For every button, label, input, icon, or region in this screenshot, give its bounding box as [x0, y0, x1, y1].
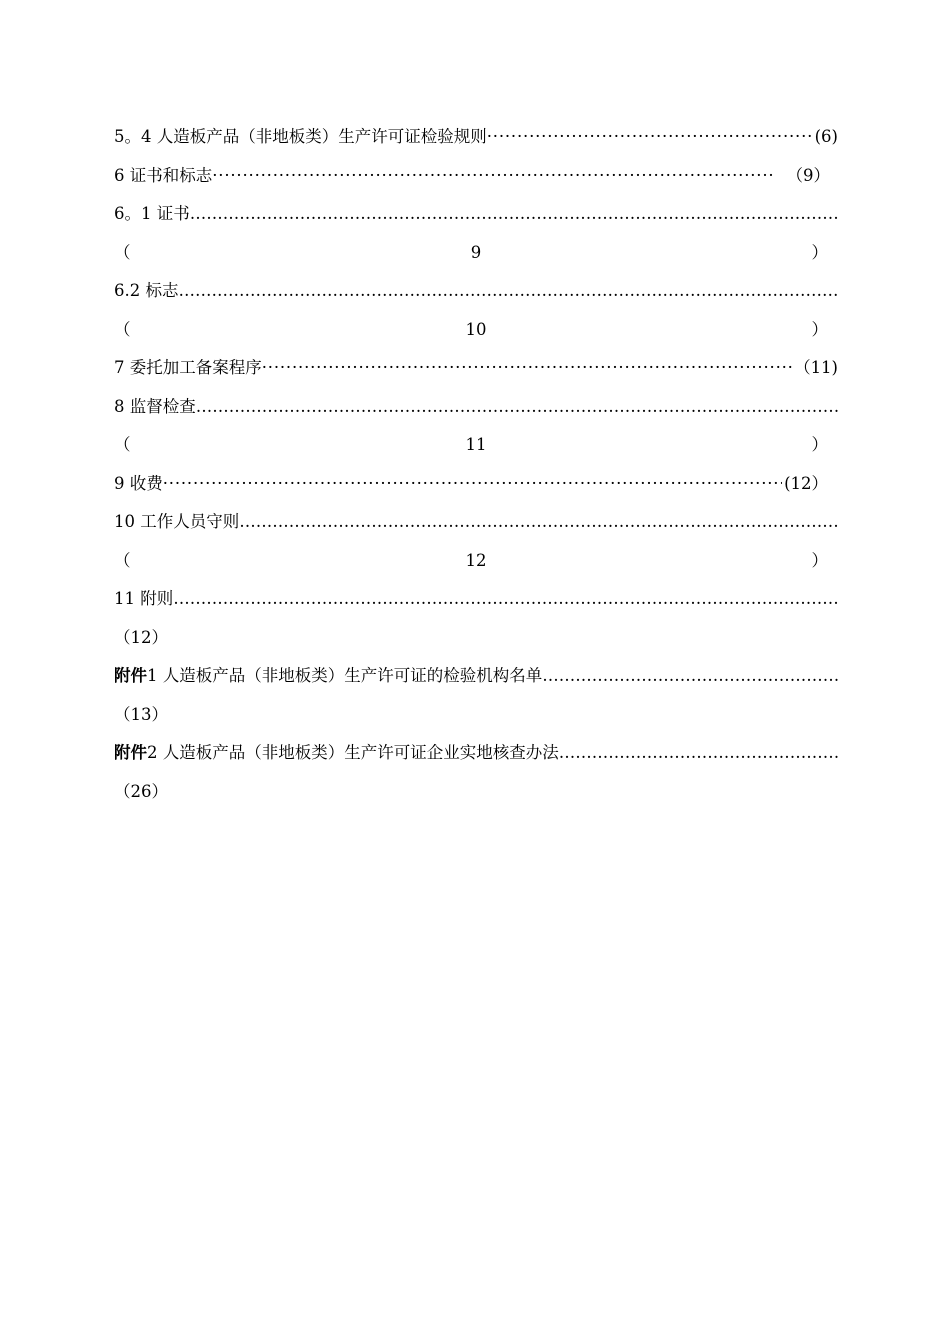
toc-leader-dots	[559, 734, 838, 773]
toc-page-number: 11	[465, 435, 487, 454]
attachment-label: 附件	[114, 666, 147, 685]
toc-entry-title: 6。1 证书	[114, 204, 190, 223]
toc-entry	[114, 465, 838, 504]
toc-page-number: 9	[470, 242, 482, 262]
toc-page-number: （12）	[114, 627, 168, 647]
toc-entry-title: 9 收费	[114, 473, 163, 493]
toc-entry	[114, 349, 838, 388]
toc-page-number: （13）	[114, 704, 168, 724]
toc-entry	[114, 272, 838, 311]
open-paren: （	[114, 242, 131, 262]
toc-page-number-line	[114, 426, 838, 465]
close-paren: ）	[811, 242, 828, 262]
toc-leader-dots	[163, 465, 782, 504]
toc-page-number: (6)	[814, 127, 838, 146]
close-paren: ）	[811, 435, 828, 454]
toc-page-number: （26）	[114, 781, 168, 801]
toc-page-number-line	[114, 696, 838, 735]
close-paren: ）	[811, 550, 828, 570]
close-paren: ）	[811, 319, 828, 339]
toc-entry-title: 6 证书和标志	[114, 165, 213, 185]
table-of-contents	[114, 118, 838, 811]
toc-entry	[114, 157, 838, 196]
toc-entry-title: 8 监督检查	[114, 396, 196, 416]
toc-leader-dots	[190, 195, 838, 234]
toc-leader-dots	[173, 580, 838, 619]
toc-entry-title: 2 人造板产品（非地板类）生产许可证企业实地核查办法	[147, 743, 559, 762]
toc-leader-dots	[487, 118, 813, 157]
toc-entry-title: 10 工作人员守则	[114, 512, 240, 531]
toc-page-number: （11)	[794, 358, 838, 377]
toc-entry-title: 5。4 人造板产品（非地板类）生产许可证检验规则	[114, 127, 487, 146]
toc-entry	[114, 118, 838, 157]
attachment-label: 附件	[114, 743, 147, 762]
toc-entry-title: 7 委托加工备案程序	[114, 358, 262, 377]
toc-page-number: 10	[465, 319, 487, 339]
toc-page-number: (12）	[784, 473, 828, 493]
open-paren: （	[114, 550, 131, 570]
toc-leader-dots	[262, 349, 792, 388]
toc-entry-title: 11 附则	[114, 589, 174, 608]
toc-entry-title: 1 人造板产品（非地板类）生产许可证的检验机构名单	[147, 666, 543, 685]
toc-entry	[114, 195, 838, 234]
open-paren: （	[114, 435, 131, 454]
toc-page-number: 12	[465, 550, 487, 570]
toc-entry	[114, 734, 838, 773]
toc-page-number-line	[114, 234, 838, 273]
toc-page-number-line	[114, 542, 838, 581]
toc-page-number-line	[114, 773, 838, 812]
open-paren: （	[114, 319, 131, 339]
toc-entry	[114, 580, 838, 619]
toc-leader-dots	[542, 657, 838, 696]
toc-leader-dots	[179, 272, 839, 311]
toc-leader-dots	[239, 503, 838, 542]
toc-page-number-line	[114, 619, 838, 658]
toc-entry	[114, 503, 838, 542]
toc-leader-dots	[212, 157, 772, 196]
toc-page-number: （9）	[786, 165, 830, 185]
toc-page-number-line	[114, 311, 838, 350]
toc-entry-title: 6.2 标志	[114, 281, 179, 300]
toc-entry	[114, 657, 838, 696]
toc-leader-dots	[196, 388, 838, 427]
toc-entry	[114, 388, 838, 427]
